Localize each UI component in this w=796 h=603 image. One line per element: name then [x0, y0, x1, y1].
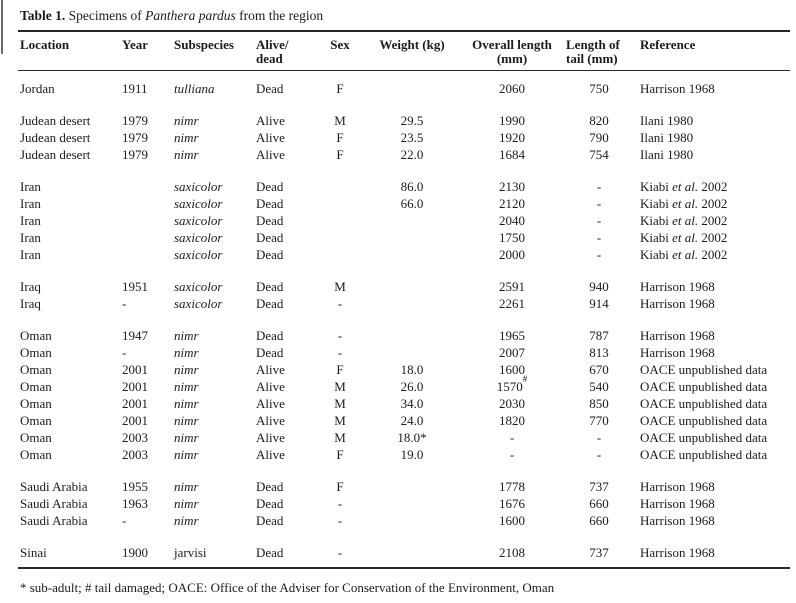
cell-reference: Harrison 1968 [640, 479, 715, 494]
group-spacer-cell [18, 97, 790, 112]
table-row [18, 178, 790, 195]
cell-reference: OACE unpublished data [640, 362, 768, 377]
cell-weight [364, 495, 460, 512]
cell-alive_dead: Dead [256, 545, 284, 560]
cell-location: Oman [20, 413, 52, 428]
table-row [18, 512, 790, 529]
cell-subspecies: nimr [174, 113, 199, 128]
cell-year: 1979 [122, 113, 148, 128]
cell-year [120, 246, 172, 263]
cell-year: 2003 [122, 430, 148, 445]
group-spacer-cell [18, 263, 790, 278]
cell-overall: 1750 [499, 230, 525, 245]
cell-sex: F [336, 479, 344, 494]
cell-reference: Harrison 1968 [640, 496, 715, 511]
cell-sex: - [337, 328, 343, 343]
cell-overall: 2591 [499, 279, 525, 294]
cell-alive_dead: Dead [256, 81, 284, 96]
cell-reference: Ilani 1980 [640, 147, 694, 162]
cell-tail: 850 [589, 396, 609, 411]
cell-year: 1963 [122, 496, 148, 511]
group-spacer-cell [18, 463, 790, 478]
cell-overall: 2130 [499, 179, 525, 194]
cell-weight: 18.0 [400, 362, 424, 377]
cell-location: Iran [20, 213, 41, 228]
cell-sex: F [336, 362, 344, 377]
cell-weight [364, 344, 460, 361]
cell-subspecies: saxicolor [174, 296, 223, 311]
cell-year: 1900 [122, 545, 148, 560]
cell-overall: 1965 [499, 328, 525, 343]
cell-reference: Harrison 1968 [640, 279, 715, 294]
cell-weight [364, 478, 460, 495]
column-header-year: Year [120, 32, 172, 71]
cell-tail: - [596, 196, 602, 211]
cell-overall: 1990 [499, 113, 525, 128]
cell-reference: OACE unpublished data [640, 447, 768, 462]
cell-sex: M [334, 396, 346, 411]
cell-subspecies: nimr [174, 513, 199, 528]
cell-sex: - [337, 296, 343, 311]
cell-subspecies: nimr [174, 413, 199, 428]
cell-tail: - [596, 213, 602, 228]
cell-year: 2001 [122, 396, 148, 411]
table-row [18, 395, 790, 412]
cell-year: 1979 [122, 130, 148, 145]
cell-overall: 1600 [499, 513, 525, 528]
cell-tail: 790 [589, 130, 609, 145]
table-row [18, 229, 790, 246]
cell-location: Oman [20, 430, 52, 445]
cell-reference: OACE unpublished data [640, 430, 768, 445]
cell-alive_dead: Alive [256, 362, 285, 377]
cell-reference: Ilani 1980 [640, 130, 694, 145]
table-row [18, 327, 790, 344]
table-title-text-post: from the region [235, 8, 324, 23]
cell-tail: 737 [589, 545, 609, 560]
table-title-species: Panthera pardus [145, 8, 236, 23]
cell-tail: 737 [589, 479, 609, 494]
cell-reference: OACE unpublished data [640, 379, 768, 394]
cell-year [120, 212, 172, 229]
cell-tail: - [596, 430, 602, 445]
cell-location: Judean desert [20, 113, 91, 128]
cell-alive_dead: Alive [256, 413, 285, 428]
cell-tail: 754 [589, 147, 609, 162]
cell-reference: Harrison 1968 [640, 296, 715, 311]
cell-alive_dead: Alive [256, 430, 285, 445]
cell-reference: Harrison 1968 [640, 328, 715, 343]
cell-overall: 1684 [499, 147, 525, 162]
cell-weight: 26.0 [400, 379, 424, 394]
cell-sex: F [336, 147, 344, 162]
cell-sex: F [336, 81, 344, 96]
table-row [18, 71, 790, 98]
cell-alive_dead: Dead [256, 345, 284, 360]
cell-alive_dead: Alive [256, 379, 285, 394]
table-header [18, 32, 790, 71]
cell-reference: Kiabi et al. 2002 [640, 179, 728, 194]
cell-year: 2001 [122, 379, 148, 394]
footnote-marker: # [522, 373, 528, 384]
table-row [18, 544, 790, 561]
cell-overall: 2261 [499, 296, 525, 311]
cell-subspecies: tulliana [174, 81, 215, 96]
cell-alive_dead: Alive [256, 130, 285, 145]
cell-tail: 813 [589, 345, 609, 360]
cell-alive_dead: Dead [256, 213, 284, 228]
cell-alive_dead: Dead [256, 496, 284, 511]
cell-year: - [122, 513, 127, 528]
cell-year [120, 229, 172, 246]
cell-weight [364, 246, 460, 263]
cell-weight: 23.5 [400, 130, 424, 145]
cell-overall: - [509, 447, 515, 462]
table-footnote: * sub-adult; # tail damaged; OACE: Office of the Adviser for Conservation of the Environment, Oman [20, 580, 555, 595]
cell-weight [364, 212, 460, 229]
table-row [18, 378, 790, 395]
table-title-text-pre: Specimens of [65, 8, 146, 23]
cell-reference: Harrison 1968 [640, 345, 715, 360]
cell-year: 2001 [122, 413, 148, 428]
column-header-sex: Sex [316, 32, 364, 71]
cell-subspecies: nimr [174, 379, 199, 394]
cell-reference: Kiabi et al. 2002 [640, 196, 728, 211]
cell-sex: - [337, 545, 343, 560]
cell-sex: M [334, 279, 346, 294]
table-title-label: Table 1. [20, 8, 66, 23]
cell-weight [364, 71, 460, 98]
table-row [18, 129, 790, 146]
cell-weight: 34.0 [400, 396, 424, 411]
group-spacer-cell [18, 312, 790, 327]
cell-overall: 2007 [499, 345, 525, 360]
cell-tail: - [596, 230, 602, 245]
cell-weight [364, 295, 460, 312]
cell-location: Iran [20, 247, 41, 262]
cell-sex [316, 229, 364, 246]
cell-tail: 750 [589, 81, 609, 96]
cell-subspecies: nimr [174, 147, 199, 162]
table-row [18, 429, 790, 446]
table-row [18, 112, 790, 129]
cell-sex: M [334, 413, 346, 428]
cell-subspecies: saxicolor [174, 179, 223, 194]
cell-sex: - [337, 513, 343, 528]
cell-subspecies: nimr [174, 328, 199, 343]
cell-location: Iraq [20, 279, 41, 294]
cell-reference: OACE unpublished data [640, 396, 768, 411]
cell-weight: 19.0 [400, 447, 424, 462]
cell-reference: Harrison 1968 [640, 81, 715, 96]
table-body [18, 71, 790, 562]
cell-tail: 660 [589, 513, 609, 528]
cell-subspecies: nimr [174, 430, 199, 445]
cell-weight: 22.0 [400, 147, 424, 162]
cell-tail: 660 [589, 496, 609, 511]
cell-weight: 24.0 [400, 413, 424, 428]
cell-alive_dead: Dead [256, 479, 284, 494]
cell-sex: M [334, 430, 346, 445]
scan-edge-artifact [1, 0, 3, 54]
cell-year: - [122, 296, 127, 311]
table-row [18, 295, 790, 312]
cell-location: Iran [20, 230, 41, 245]
cell-alive_dead: Dead [256, 279, 284, 294]
cell-subspecies: nimr [174, 345, 199, 360]
cell-sex: F [336, 130, 344, 145]
cell-location: Iran [20, 179, 41, 194]
cell-tail: 770 [589, 413, 609, 428]
table-row [18, 361, 790, 378]
cell-location: Judean desert [20, 147, 91, 162]
cell-subspecies: nimr [174, 447, 199, 462]
cell-location: Saudi Arabia [20, 496, 88, 511]
cell-overall: 1676 [499, 496, 525, 511]
cell-alive_dead: Dead [256, 196, 284, 211]
cell-year: 1947 [122, 328, 148, 343]
cell-alive_dead: Dead [256, 179, 284, 194]
cell-year: - [122, 345, 127, 360]
cell-overall: 2120 [499, 196, 525, 211]
cell-overall: 2108 [499, 545, 525, 560]
column-header-weight: Weight (kg) [364, 32, 460, 71]
cell-subspecies: nimr [174, 362, 199, 377]
cell-overall: 1820 [499, 413, 525, 428]
cell-location: Saudi Arabia [20, 479, 88, 494]
cell-location: Judean desert [20, 130, 91, 145]
cell-sex [316, 178, 364, 195]
table-row [18, 412, 790, 429]
cell-year: 2001 [122, 362, 148, 377]
table-row [18, 146, 790, 163]
cell-year [120, 178, 172, 195]
cell-overall: 2000 [499, 247, 525, 262]
cell-alive_dead: Alive [256, 147, 285, 162]
cell-weight: 29.5 [400, 113, 424, 128]
cell-location: Oman [20, 362, 52, 377]
group-spacer-cell [18, 163, 790, 178]
specimens-table [18, 32, 790, 561]
column-header-alive_dead: Alive/ dead [254, 32, 316, 71]
table-row [18, 446, 790, 463]
table-title [20, 7, 792, 24]
cell-subspecies: nimr [174, 479, 199, 494]
cell-location: Jordan [20, 81, 55, 96]
cell-sex: M [334, 113, 346, 128]
cell-reference: Harrison 1968 [640, 513, 715, 528]
cell-tail: - [596, 447, 602, 462]
table-row [18, 495, 790, 512]
column-header-location: Location [18, 32, 120, 71]
cell-tail: 914 [589, 296, 609, 311]
table-container [18, 30, 790, 569]
cell-sex [316, 212, 364, 229]
cell-location: Iran [20, 196, 41, 211]
cell-sex [316, 195, 364, 212]
cell-year: 1951 [122, 279, 148, 294]
cell-tail: 940 [589, 279, 609, 294]
cell-weight [364, 229, 460, 246]
cell-weight: 86.0 [400, 179, 424, 194]
cell-subspecies: nimr [174, 496, 199, 511]
cell-reference: Harrison 1968 [640, 545, 715, 560]
cell-overall: 1778 [499, 479, 525, 494]
cell-reference: Kiabi et al. 2002 [640, 230, 728, 245]
cell-tail: 540 [589, 379, 609, 394]
cell-sex [316, 246, 364, 263]
cell-location: Oman [20, 447, 52, 462]
cell-subspecies: saxicolor [174, 230, 223, 245]
column-header-overall: Overall length (mm) [460, 32, 564, 71]
cell-sex: F [336, 447, 344, 462]
cell-location: Sinai [20, 545, 47, 560]
cell-year [120, 195, 172, 212]
cell-overall: 2040 [499, 213, 525, 228]
cell-weight: 18.0* [397, 430, 427, 445]
cell-alive_dead: Dead [256, 247, 284, 262]
cell-reference: OACE unpublished data [640, 413, 768, 428]
table-row [18, 212, 790, 229]
cell-weight [364, 327, 460, 344]
group-spacer-cell [18, 529, 790, 544]
cell-overall: 1600 [499, 362, 525, 377]
table-row [18, 195, 790, 212]
cell-subspecies: saxicolor [174, 279, 223, 294]
cell-alive_dead: Dead [256, 296, 284, 311]
table-row [18, 478, 790, 495]
cell-tail: - [596, 179, 602, 194]
cell-sex: - [337, 345, 343, 360]
cell-location: Oman [20, 396, 52, 411]
group-spacer-row [18, 463, 790, 478]
cell-alive_dead: Dead [256, 513, 284, 528]
table-row [18, 344, 790, 361]
cell-overall: 1920 [499, 130, 525, 145]
cell-location: Oman [20, 345, 52, 360]
cell-subspecies: nimr [174, 130, 199, 145]
group-spacer-row [18, 163, 790, 178]
cell-overall: 2030 [499, 396, 525, 411]
cell-tail: 670 [589, 362, 609, 377]
table-header-row [18, 32, 790, 71]
column-header-subspecies: Subspecies [172, 32, 254, 71]
group-spacer-row [18, 312, 790, 327]
cell-reference: Ilani 1980 [640, 113, 694, 128]
cell-year: 1911 [122, 81, 148, 96]
cell-weight [364, 278, 460, 295]
cell-location: Oman [20, 328, 52, 343]
cell-weight: 66.0 [400, 196, 424, 211]
group-spacer-row [18, 97, 790, 112]
cell-subspecies: saxicolor [174, 196, 223, 211]
cell-alive_dead: Alive [256, 113, 285, 128]
cell-alive_dead: Alive [256, 447, 285, 462]
cell-location: Oman [20, 379, 52, 394]
cell-sex: M [334, 379, 346, 394]
cell-location: Iraq [20, 296, 41, 311]
column-header-reference: Reference [634, 32, 790, 71]
cell-subspecies: saxicolor [174, 247, 223, 262]
cell-alive_dead: Dead [256, 230, 284, 245]
table-row [18, 278, 790, 295]
cell-reference: Kiabi et al. 2002 [640, 247, 728, 262]
cell-alive_dead: Alive [256, 396, 285, 411]
group-spacer-row [18, 529, 790, 544]
table-row [18, 246, 790, 263]
cell-reference: Kiabi et al. 2002 [640, 213, 728, 228]
cell-location: Saudi Arabia [20, 513, 88, 528]
cell-year: 1979 [122, 147, 148, 162]
cell-tail: 787 [589, 328, 609, 343]
cell-subspecies: nimr [174, 396, 199, 411]
cell-subspecies: jarvisi [174, 545, 207, 560]
cell-overall: 2060 [499, 81, 525, 96]
cell-sex: - [337, 496, 343, 511]
cell-year: 2003 [122, 447, 148, 462]
cell-subspecies: saxicolor [174, 213, 223, 228]
cell-alive_dead: Dead [256, 328, 284, 343]
column-header-tail: Length of tail (mm) [564, 32, 634, 71]
cell-year: 1955 [122, 479, 148, 494]
cell-overall: 1570# [496, 373, 528, 394]
cell-weight [364, 512, 460, 529]
cell-tail: - [596, 247, 602, 262]
cell-overall: - [509, 430, 515, 445]
cell-weight [364, 544, 460, 561]
cell-tail: 820 [589, 113, 609, 128]
group-spacer-row [18, 263, 790, 278]
